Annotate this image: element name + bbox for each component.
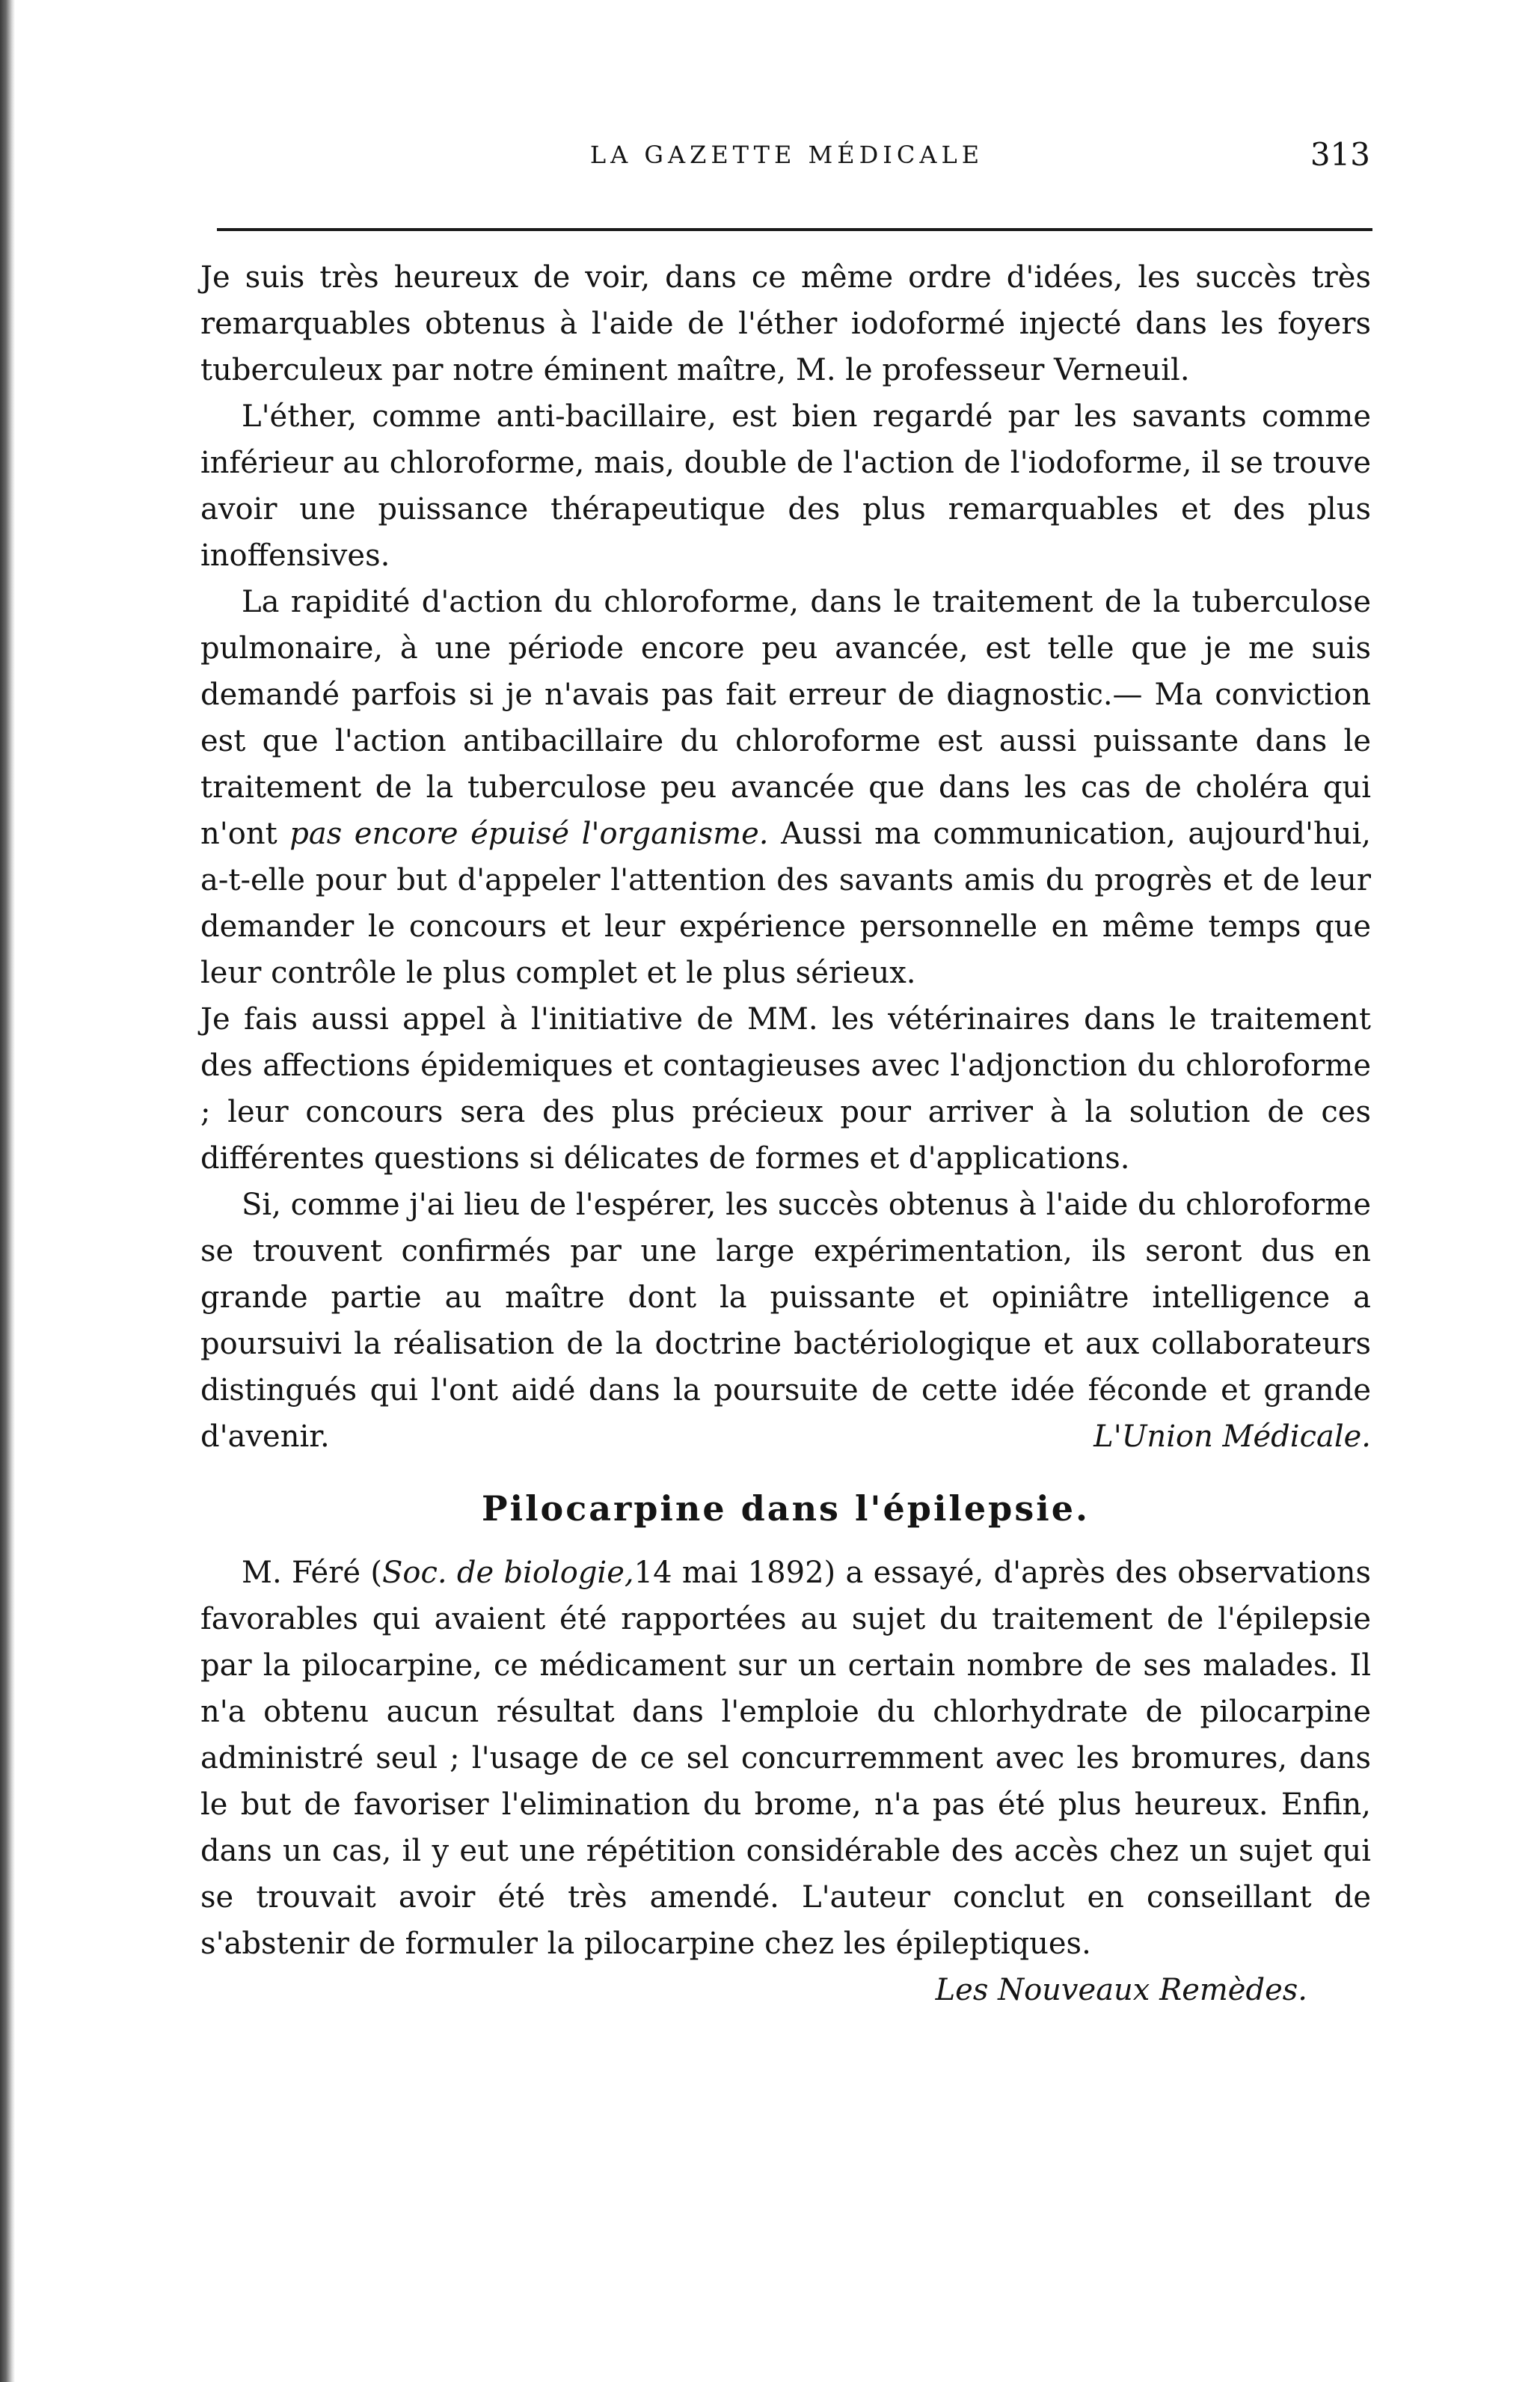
paragraph-3 [200,579,1371,996]
page-header [203,136,1370,185]
paragraph-3-italic: pas encore épuisé l'organisme. [289,817,769,851]
section-title-pilocarpine: Pilocarpine dans l'épilepsie. [482,1488,1090,1529]
paragraph-3-lead: La rapidité d'action du chloroforme, dans le traitement de la tuberculose pulmonaire, à une période encore peu avancée, est telle que je me suis demandé parfois si je n'avais pas fait erreur de diagnostic.— Ma conviction est que l'action antibacillaire du chloroforme est aussi puissante dans le traitement de la tuberculose peu avancée que dans les cas de choléra qui n'ont [200,585,1371,851]
paragraph-pilocarpine [200,1550,1371,1967]
page-body [200,254,1371,2013]
paragraph-3-tail: Aussi ma communication, aujourd'hui, a-t-elle pour but d'appeler l'attention des savants amis du progrès et de leur demander le concours et leur expérience personnelle en même temps que leur contrôle le plus complet et le plus sérieux. [200,817,1371,990]
page-number: 313 [1310,136,1370,173]
source-union-medicale: L'Union Médicale. [1093,1419,1371,1454]
paragraph-2: L'éther, comme anti-bacillaire, est bien regardé par les savants comme inférieur au chloroforme, mais, double de l'action de l'iodoforme, il se trouve avoir une puissance thérapeutique des plus remarquables et des plus inoffensives. [200,399,1371,573]
pilocarpine-body: 14 mai 1892) a essayé, d'après des observations favorables qui avaient été rapportées au sujet du traitement de l'épilepsie par la pilocarpine, ce médicament sur un certain nombre de ses malades. Il n'a obtenu aucun résultat dans l'emploie du chlorhydrate de pilocarpine administré seul ; l'usage de ce sel concurremment avec les bromures, dans le but de favoriser l'elimination du brome, n'a pas été plus heureux. Enfin, dans un cas, il y eut une répétition considérable des accès chez un sujet qui se trouvait avoir été très amendé. L'auteur conclut en conseillant de s'abstenir de formuler la pilocarpine chez les épileptiques. [200,1556,1372,1961]
header-rule [217,228,1372,231]
paragraph-5: Si, comme j'ai lieu de l'espérer, les succès obtenus à l'aide du chloroforme se trouvent confirmés par une large expérimentation, ils seront dus en grande partie au maître dont la puissante et opiniâtre intelligence a poursuivi la réalisation de la doctrine bactériologique et aux collaborateurs distingués qui l'ont aidé dans la poursuite de cette idée féconde et grande d'avenir. [200,1188,1371,1454]
running-title: LA GAZETTE MÉDICALE [589,141,984,169]
pilocarpine-ref: Soc. de biologie, [381,1556,634,1590]
page-edge-shadow [0,0,15,2382]
source-nouveaux-remedes: Les Nouveaux Remèdes. [935,1973,1307,2007]
pilocarpine-lead: M. Féré ( [242,1556,382,1590]
paragraph-4: Je fais aussi appel à l'initiative de MM. les vétérinaires dans le traitement des affections épidemiques et contagieuses avec l'adjonction du chloroforme ; leur concours sera des plus précieux pour arriver à la solution de ces différentes questions si délicates de formes et d'applications. [200,1002,1371,1176]
paragraph-1: Je suis très heureux de voir, dans ce même ordre d'idées, les succès très remarquables obtenus à l'aide de l'éther iodoformé injecté dans les foyers tuberculeux par notre éminent maître, M. le professeur Verneuil. [200,260,1371,387]
